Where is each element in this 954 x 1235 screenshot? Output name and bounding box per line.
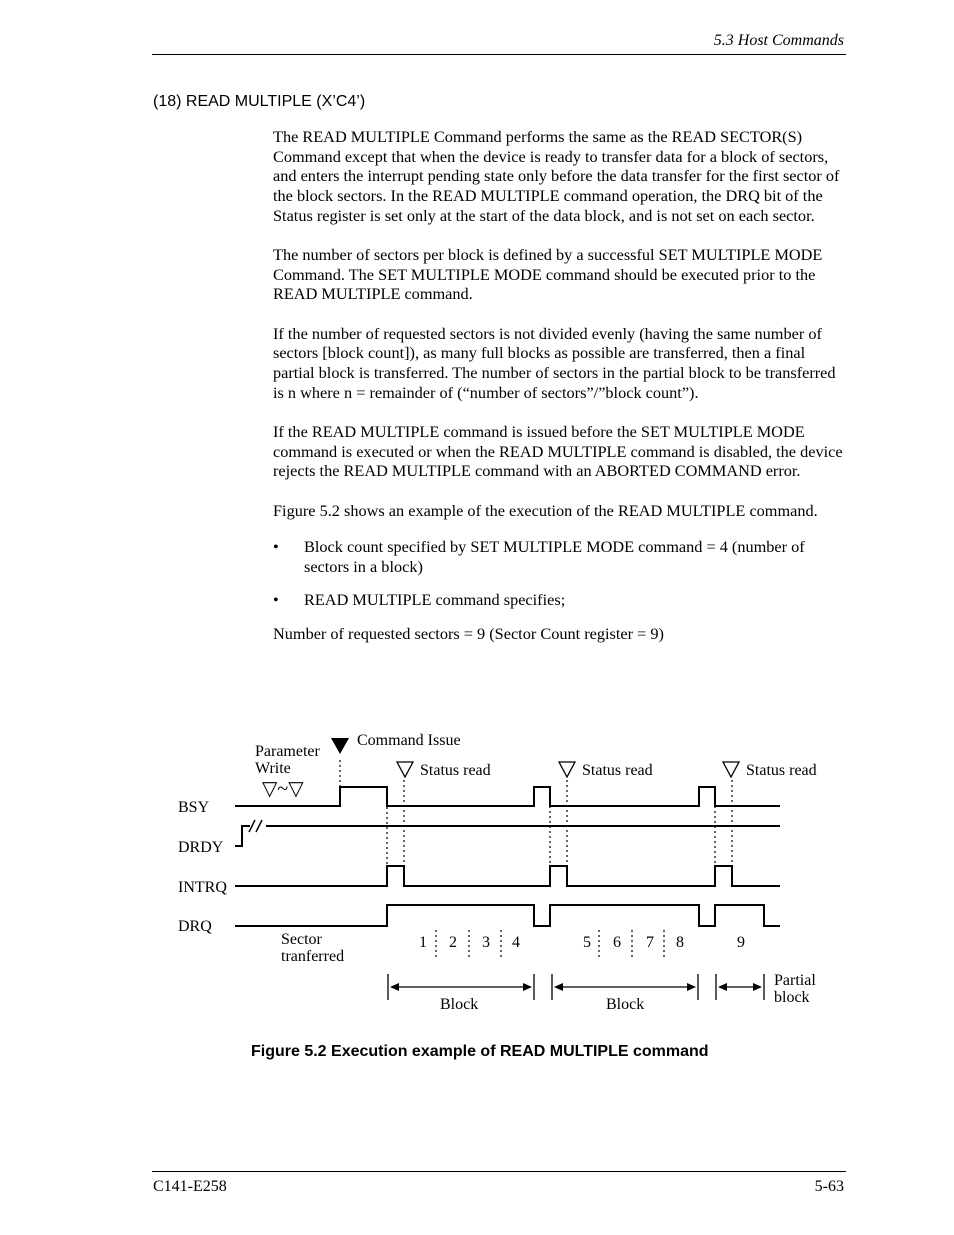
sector-number: 5 (583, 934, 591, 951)
status-read-marker-icon (723, 762, 739, 777)
bsy-waveform (235, 787, 780, 806)
body-text (273, 127, 845, 664)
paragraph: Figure 5.2 shows an example of the execution of the READ MULTIPLE command. (273, 500, 818, 520)
footer-page-number: 5-63 (814, 1178, 844, 1195)
block-label: Block (440, 996, 479, 1013)
bullet-text: READ MULTIPLE command specifies; (304, 589, 566, 609)
status-read-label: Status read (582, 762, 653, 779)
drdy-waveform (235, 826, 780, 846)
sector-number: 9 (737, 934, 745, 951)
partial-block-label: block (774, 989, 810, 1006)
sector-number: 1 (419, 934, 427, 951)
sector-number: 3 (482, 934, 490, 951)
sector-label: Sector (281, 931, 322, 948)
section-title: (18) READ MULTIPLE (X’C4’) (153, 93, 366, 110)
block-label: Block (606, 996, 645, 1013)
status-read-marker-icon (559, 762, 575, 777)
sector-number: 4 (512, 934, 520, 951)
parameter-marker: ▽~▽ (262, 778, 304, 800)
signal-label-bsy: BSY (178, 799, 210, 816)
parameter-write-label: Write (255, 760, 291, 777)
list-item (273, 537, 845, 576)
paragraph: If the number of requested sectors is not divided evenly (having the same number of sectors [block count]), as many full blocks as possible are transferred, then a final partial block is transferred. The number of sectors in the partial block to be transferred is n where n = remainder of (“number of sectors”/”block count”). (273, 323, 836, 402)
bullet-icon: • (273, 589, 279, 609)
status-read-label: Status read (420, 762, 491, 779)
sector-label: tranferred (281, 948, 345, 965)
sector-number: 8 (676, 934, 684, 951)
running-head: 5.3 Host Commands (713, 32, 844, 49)
list-item (273, 590, 845, 610)
header-rule (152, 54, 846, 55)
command-issue-marker-icon (331, 738, 349, 754)
partial-block-label: Partial (774, 972, 816, 989)
bullet-icon: • (273, 537, 279, 557)
footer-rule (152, 1171, 846, 1172)
paragraph: If the READ MULTIPLE command is issued before the SET MULTIPLE MODE command is executed or when the READ MULTIPLE command is disabled, the device rejects the READ MULTIPLE command with an ABORTED COMMAND error. (273, 421, 843, 481)
sector-number: 2 (449, 934, 457, 951)
bullet-text: Block count specified by SET MULTIPLE MODE command = 4 (number of sectors in a block) (304, 537, 805, 576)
sector-number: 7 (646, 934, 654, 951)
status-read-label: Status read (746, 762, 817, 779)
status-read-marker-icon (397, 762, 413, 777)
signal-label-intrq: INTRQ (178, 879, 227, 896)
signal-label-drdy: DRDY (178, 839, 224, 856)
paragraph: The number of sectors per block is defined by a successful SET MULTIPLE MODE Command. The SET MULTIPLE MODE command should be executed prior to the READ MULTIPLE command. (273, 245, 823, 304)
paragraph: Number of requested sectors = 9 (Sector Count register = 9) (273, 624, 664, 644)
intrq-waveform (235, 866, 780, 886)
figure-caption: Figure 5.2 Execution example of READ MULTIPLE command (251, 1043, 709, 1060)
drq-waveform (235, 905, 780, 926)
command-issue-label: Command Issue (357, 732, 461, 749)
sector-number: 6 (613, 934, 621, 951)
timing-diagram (0, 720, 954, 1030)
parameter-write-label: Parameter (255, 743, 320, 760)
footer-doc-id: C141-E258 (153, 1178, 227, 1195)
paragraph: The READ MULTIPLE Command performs the same as the READ SECTOR(S) Command except that when the device is ready to transfer data for a block of sectors, and enters the interrupt pending state only before the data transfer for the first sector of the block sectors. In the READ MULTIPLE command operation, the DRQ bit of the Status register is set only at the start of the data block, and is not set on each sector. (273, 127, 840, 225)
signal-label-drq: DRQ (178, 918, 212, 935)
bullet-list (273, 537, 845, 609)
